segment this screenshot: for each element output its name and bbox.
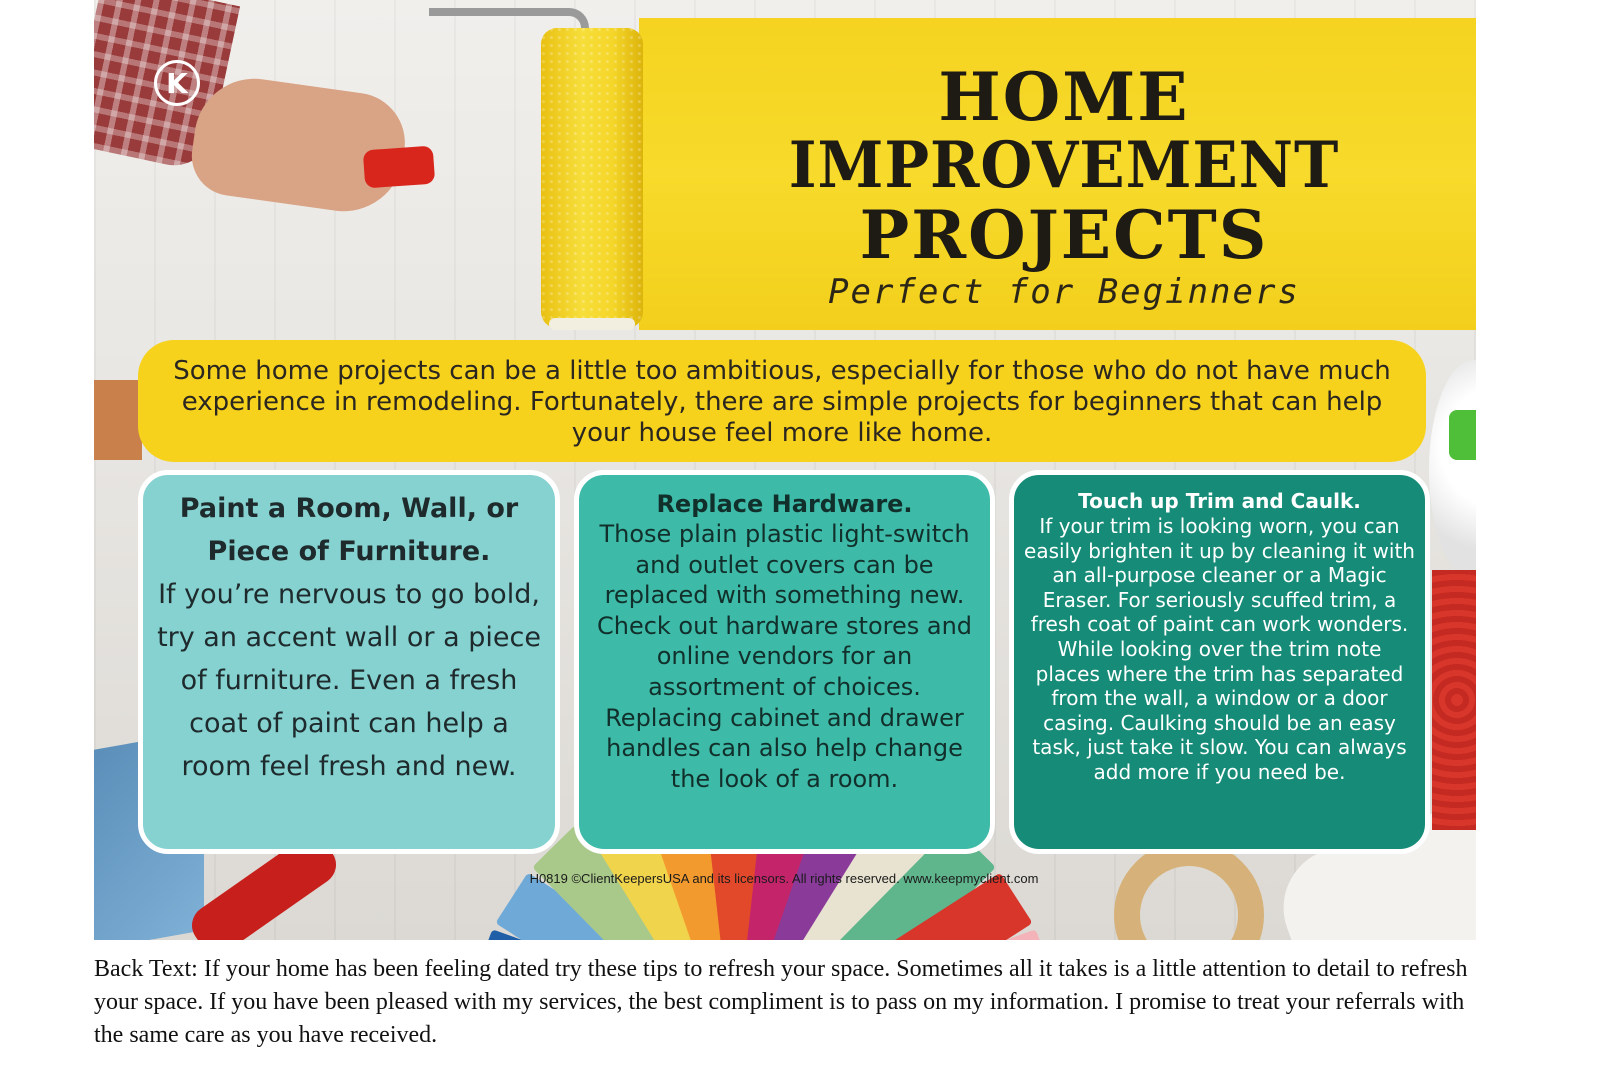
card-paint-room xyxy=(138,470,560,854)
title-line-projects: PROJECTS xyxy=(859,196,1269,274)
wood-block-decoration xyxy=(94,380,142,460)
copyright-notice: H0819 ©ClientKeepersUSA and its licensors. All rights reserved. www.keepmyclient.com xyxy=(529,871,1039,886)
card-body: If you’re nervous to go bold, try an accent wall or a piece of furniture. Even a fresh coat of paint can help a room feel fresh and new. xyxy=(157,579,541,782)
card-trim-caulk xyxy=(1009,470,1430,854)
postcard-front xyxy=(94,0,1476,940)
card-body: Those plain plastic light-switch and outlet covers can be replaced with something new. Check out hardware stores and online vendors for an assortment of choices. Replacing cabinet and drawer handles can also help change the look of a room. xyxy=(596,520,973,793)
roller-end-decoration xyxy=(549,318,635,330)
k-logo-icon: K xyxy=(154,60,200,106)
hand-decoration xyxy=(187,71,412,219)
card-title: Paint a Room, Wall, or Piece of Furniture. xyxy=(179,493,519,567)
red-fabric-decoration xyxy=(1432,570,1476,830)
intro-banner: Some home projects can be a little too ambitious, especially for those who do not have much experience in remodeling. Fortunately, there are simple projects for beginners that can help your house feel more like home. xyxy=(138,340,1426,462)
card-replace-hardware xyxy=(574,470,995,854)
paint-can-decoration xyxy=(1429,360,1476,580)
back-text: Back Text: If your home has been feeling dated try these tips to refresh your space. Sometimes all it takes is a little attention to detail to refresh your space. If you have been pleased with my services, the best compliment is to pass on my information. I promise to treat your referrals with the same care as you have received. xyxy=(94,956,1468,1048)
card-body: If your trim is looking worn, you can easily brighten it up by cleaning it with an all-purpose cleaner or a Magic Eraser. For seriously scuffed trim, a fresh coat of paint can work wonders. While looking over the trim note places where the trim has separated from the wall, a window or a door casing. Caulking should be an easy task, just take it slow. You can always add more if you need be. xyxy=(1024,514,1415,784)
page-title xyxy=(744,58,1384,274)
card-title: Touch up Trim and Caulk. xyxy=(1078,489,1361,513)
title-line-home: HOME xyxy=(938,58,1190,136)
masking-tape-decoration xyxy=(1114,840,1264,940)
title-line-improvement: IMPROVEMENT xyxy=(788,128,1340,203)
paint-roller-decoration xyxy=(541,28,643,328)
roller-handle-decoration xyxy=(363,146,435,189)
subtitle: Perfect for Beginners xyxy=(828,272,1300,312)
green-brush-decoration xyxy=(1449,410,1476,460)
card-title: Replace Hardware. xyxy=(656,490,913,518)
